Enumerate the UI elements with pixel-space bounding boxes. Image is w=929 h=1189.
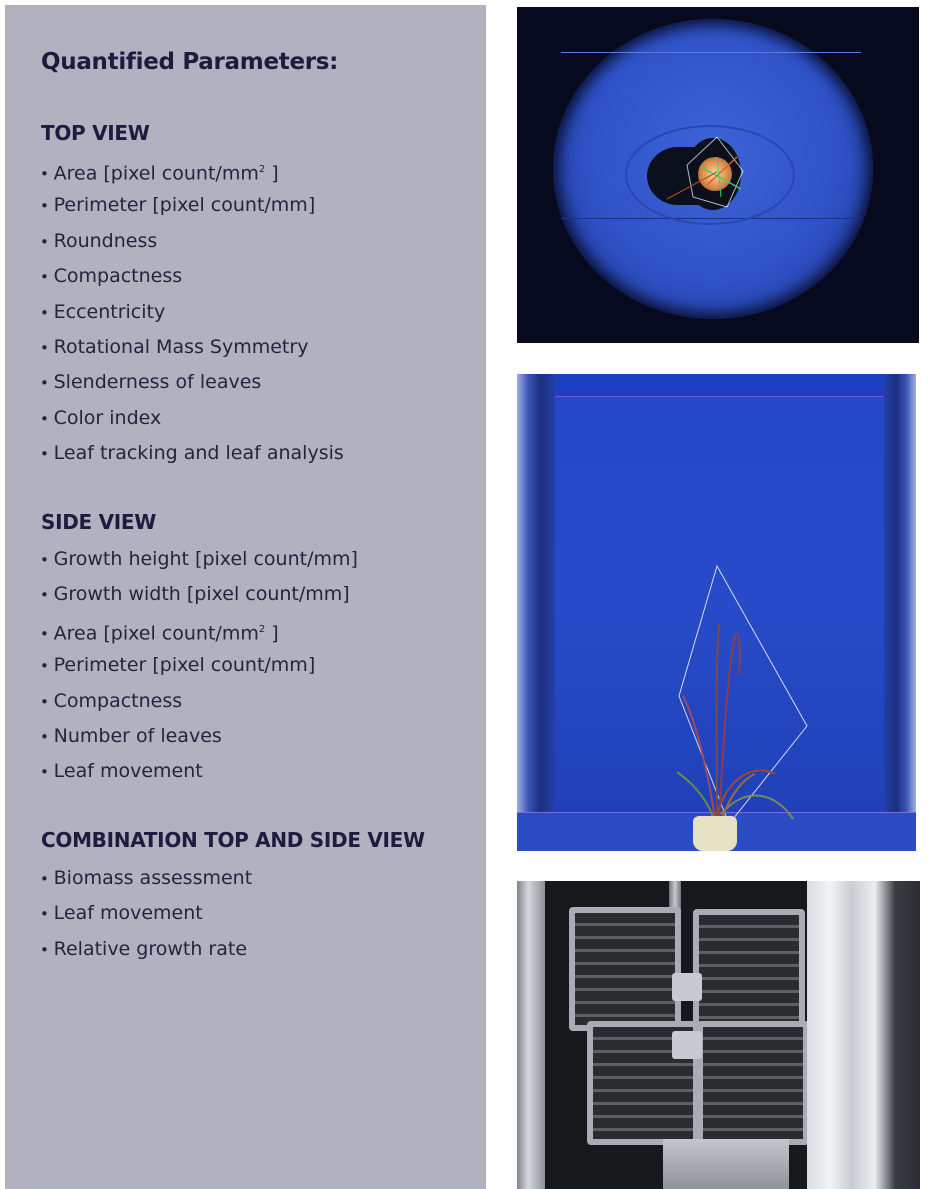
combination-view-heading: COMBINATION TOP AND SIDE VIEW	[41, 828, 425, 852]
base-unit	[663, 1139, 789, 1189]
top-view-photo	[517, 7, 919, 343]
leaf-tracking-overlay	[517, 7, 919, 343]
list-item: • Area [pixel count/$mm^2$ ]	[40, 155, 344, 190]
list-item: • Rotational Mass Symmetry	[40, 332, 344, 367]
side-view-list	[40, 544, 358, 792]
top-view-list	[40, 155, 344, 474]
chamber-door-frame	[807, 881, 920, 1189]
list-item: • Leaf tracking and leaf analysis	[40, 438, 344, 473]
top-view-heading: TOP VIEW	[41, 121, 150, 145]
list-item: • Growth width [pixel count/mm]	[40, 579, 358, 614]
side-view-heading: SIDE VIEW	[41, 510, 157, 534]
list-item: • Perimeter [pixel count/mm]	[40, 190, 344, 225]
list-item: • Relative growth rate	[40, 934, 252, 969]
list-item: • Perimeter [pixel count/mm]	[40, 650, 358, 685]
plant-pot	[693, 816, 737, 851]
list-item: • Roundness	[40, 226, 344, 261]
list-item: • Leaf movement	[40, 756, 358, 791]
combination-view-list	[40, 863, 252, 969]
list-item: • Compactness	[40, 261, 344, 296]
plate-tray	[693, 909, 805, 1033]
page-title: Quantified Parameters:	[41, 49, 339, 75]
side-view-photo	[517, 374, 916, 851]
frame-rail	[517, 881, 545, 1189]
list-item: • Biomass assessment	[40, 863, 252, 898]
list-item: • Number of leaves	[40, 721, 358, 756]
mount-bracket	[672, 973, 702, 1001]
list-item: • Color index	[40, 403, 344, 438]
list-item: • Slenderness of leaves	[40, 367, 344, 402]
mount-bracket	[672, 1031, 702, 1059]
list-item: • Growth height [pixel count/mm]	[40, 544, 358, 579]
plate-tray	[569, 907, 681, 1031]
plant-hull-overlay	[517, 374, 916, 851]
parameters-panel	[5, 5, 486, 1189]
list-item: • Area [pixel count/$mm^2$ ]	[40, 615, 358, 650]
plate-tray	[697, 1021, 809, 1145]
list-item: • Leaf movement	[40, 898, 252, 933]
plate-holder-photo	[517, 881, 920, 1189]
list-item: • Eccentricity	[40, 297, 344, 332]
list-item: • Compactness	[40, 686, 358, 721]
